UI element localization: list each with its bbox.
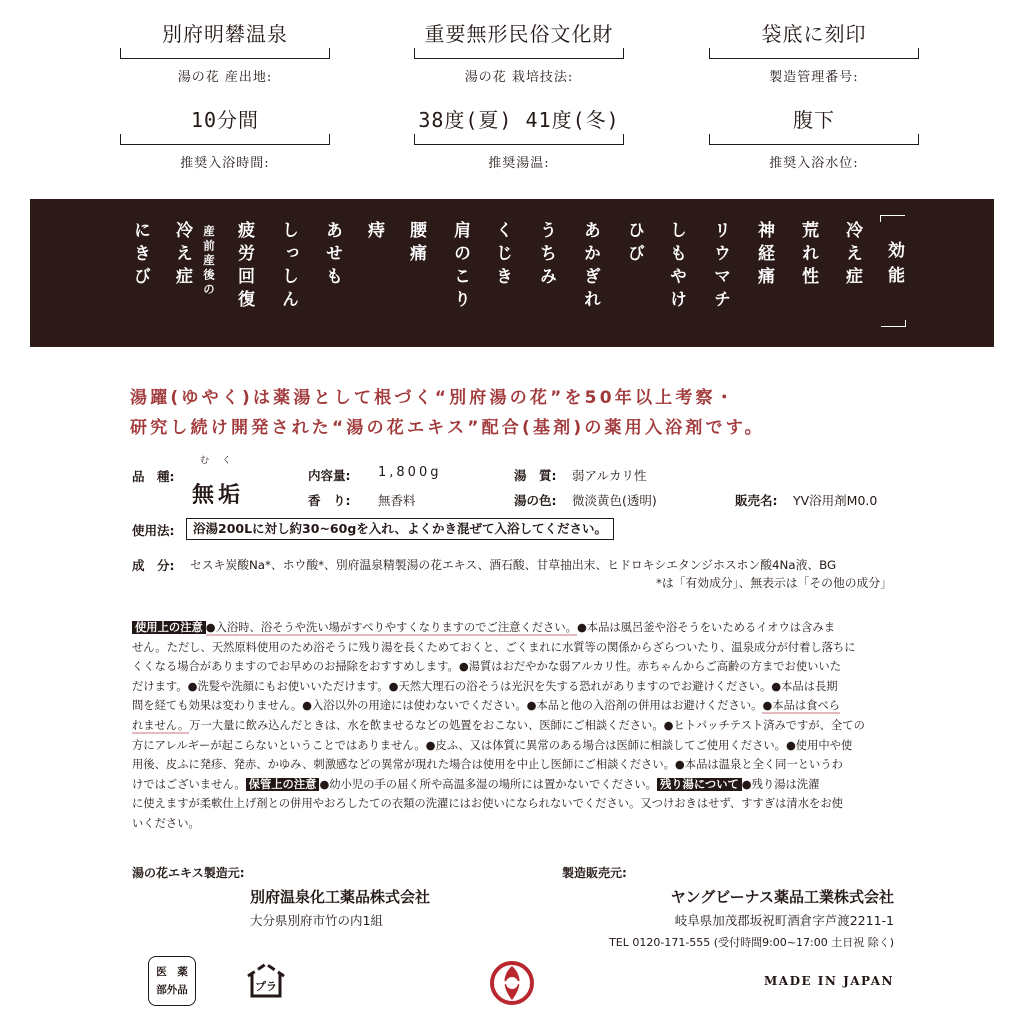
seller-company: ヤングビーナス薬品工業株式会社 bbox=[670, 888, 894, 906]
recycle-pla-text: プラ bbox=[255, 980, 277, 993]
info-bracket bbox=[414, 48, 624, 59]
hinmei-value: 無垢 bbox=[192, 482, 245, 508]
info-value: 10分間 bbox=[190, 108, 260, 132]
seller-label: 製造販売元: bbox=[562, 866, 627, 880]
info-label: 推奨入浴水位: bbox=[769, 156, 859, 171]
effect-item: しもやけ bbox=[666, 221, 686, 313]
info-value: 腹下 bbox=[793, 108, 835, 132]
info-label: 推奨湯温: bbox=[488, 156, 550, 171]
info-bracket bbox=[120, 48, 330, 59]
seller-address: 岐阜県加茂郡坂祝町酒倉字芦渡2211-1 bbox=[674, 913, 894, 928]
sales-row: 販売名: bbox=[735, 493, 778, 508]
effect-item: 荒れ性 bbox=[798, 221, 818, 290]
storage-caution-tag: 保管上の注意 bbox=[246, 778, 320, 791]
effect-item: にきび bbox=[130, 221, 150, 290]
info-value: 袋底に刻印 bbox=[761, 22, 867, 46]
effect-item: うちみ bbox=[536, 221, 556, 290]
info-value: 重要無形民俗文化財 bbox=[424, 22, 614, 46]
usage-value: 浴湯200Lに対し約30~60gを入れ、よくかき混ぜて入浴してください。 bbox=[186, 518, 614, 540]
caution-row-10: に使えますが柔軟仕上げ剤との併用やおろしたての衣類の洗濯にはお使いになられないでください。又つけおきはせず、すすぎは清水をお使 bbox=[132, 797, 843, 811]
caution-text bbox=[132, 618, 898, 834]
effect-item: 肩のこり bbox=[450, 221, 470, 313]
info-bracket bbox=[709, 134, 919, 145]
effect-item: ひび bbox=[624, 221, 644, 267]
info-bracket bbox=[414, 134, 624, 145]
caution-row-5: 間を経ても効果は変わりません。●入浴以外の用途には使わないでください。●本品と他の入浴剤の併用はお避けください。●本品は食べら bbox=[132, 699, 841, 713]
effect-item: 腰痛 bbox=[406, 221, 426, 267]
extract-maker-label: 湯の花エキス製造元: bbox=[132, 866, 245, 880]
caution-row-3: くくなる場合がありますのでお早めのお掃除をおすすめします。●湯質はおだやかな弱アルカリ性。赤ちゃんからご高齢の方までお使いいた bbox=[132, 660, 842, 674]
caution-row-8: 用後、皮ふに発疹、発赤、かゆみ、刺激感などの異常が現れた場合は使用を中止し医師にご相談ください。●本品は温泉と全く同一というわ bbox=[132, 758, 843, 772]
effect-item: あかぎれ bbox=[580, 221, 600, 313]
caution-row-11: いください。 bbox=[132, 816, 200, 830]
effects-band bbox=[30, 199, 994, 347]
info-label: 湯の花 産出地: bbox=[177, 70, 273, 85]
effect-item: 産前産後の bbox=[202, 225, 216, 298]
caution-row-9: けではございません。 保管上の注意 ●幼小児の手の届く所や高温多湿の場所には置かないでください。 残り湯について ●残り湯は洗濯 bbox=[132, 777, 820, 791]
quality-row: 湯 質: bbox=[514, 468, 557, 483]
caution-row-6: れません。万一大量に飲み込んだときは、水を飲ませるなどの処置をおこない、医師にご相談ください。●ヒトパッチテスト済みですが、全ての bbox=[132, 718, 865, 732]
effect-item: リウマチ bbox=[710, 221, 730, 313]
info-value: 38度(夏) 41度(冬) bbox=[418, 108, 620, 132]
effect-item: くじき bbox=[492, 221, 512, 290]
brand-logo-icon bbox=[489, 960, 535, 1006]
scent-value: 無香料 bbox=[378, 493, 416, 508]
effect-item: あせも bbox=[322, 221, 342, 290]
caution-row-2: せん。ただし、天然原料使用のため浴そうに残り湯を長くためておくと、ごくまれに水質等の関係からざらついたり、温泉成分が付着し落ちに bbox=[132, 640, 856, 654]
usage-label: 使用法: bbox=[132, 523, 175, 538]
extract-maker-address: 大分県別府市竹の内1組 bbox=[250, 913, 383, 928]
seller-tel: TEL 0120-171-555 (受付時間9:00~17:00 土日祝 除く) bbox=[609, 936, 894, 949]
effects-title-bracket bbox=[880, 215, 906, 327]
color-row: 湯の色: bbox=[514, 493, 557, 508]
sales-value: YV浴用剤M0.0 bbox=[793, 493, 878, 508]
caution-row-7: 方にアレルギーが起こらないということではありません。●皮ふ、又は体質に異常のある場合は医師に相談してご使用ください。●使用中や使 bbox=[132, 738, 853, 752]
quality-value: 弱アルカリ性 bbox=[572, 468, 647, 483]
volume-row: 内容量: bbox=[308, 468, 351, 483]
caution-row-4: だけます。●洗髪や洗顔にもお使いいただけます。●天然大理石の浴そうは光沢を失する恐れがありますのでお避けください。●本品は長期 bbox=[132, 679, 838, 693]
made-in-japan: MADE IN JAPAN bbox=[763, 974, 894, 988]
use-caution-tag: 使用上の注意 bbox=[132, 621, 206, 634]
info-bracket bbox=[120, 134, 330, 145]
info-label: 推奨入浴時間: bbox=[180, 156, 270, 171]
volume-value: 1,800g bbox=[378, 465, 442, 480]
hinmei-ruby: む く bbox=[200, 456, 234, 466]
color-value: 微淡黄色(透明) bbox=[572, 493, 657, 508]
intro-line-1: 湯躍(ゆやく)は薬湯として根づく“別府湯の花”を50年以上考察・ bbox=[130, 388, 736, 408]
effect-item: 冷え症 bbox=[842, 221, 862, 290]
quasi-drug-mark: 医 薬 部外品 bbox=[148, 956, 196, 1006]
info-label: 湯の花 栽培技法: bbox=[464, 70, 574, 85]
scent-row: 香 り: bbox=[308, 493, 351, 508]
extract-maker-company: 別府温泉化工薬品株式会社 bbox=[250, 888, 431, 906]
effect-item: 冷え症 bbox=[172, 221, 192, 290]
caution-row-1: 使用上の注意 ●入浴時、浴そうや洗い場がすべりやすくなりますのでご注意ください。●本品は風呂釜や浴そうをいためるイオウは含みま bbox=[132, 618, 898, 638]
intro-line-2: 研究し続け開発された“湯の花エキス”配合(基剤)の薬用入浴剤です。 bbox=[130, 418, 765, 438]
ingredients-note: *は「有効成分」、無表示は「その他の成分」 bbox=[656, 576, 892, 590]
effect-item: 神経痛 bbox=[754, 221, 774, 290]
ingredients-value: セスキ炭酸Na*、ホウ酸*、別府温泉精製湯の花エキス、酒石酸、甘草抽出末、ヒドロキシエタンジホスホン酸4Na液、BG bbox=[190, 558, 837, 572]
info-label: 製造管理番号: bbox=[769, 70, 859, 85]
leftover-tag: 残り湯について bbox=[657, 778, 742, 791]
effect-item: 疲労回復 bbox=[234, 221, 254, 313]
info-value: 別府明礬温泉 bbox=[162, 22, 288, 46]
hinmei-label: 品 種: bbox=[132, 469, 175, 484]
effect-item: 痔 bbox=[364, 221, 384, 244]
ingredients-label: 成 分: bbox=[132, 558, 175, 573]
effects-title: 効能 bbox=[884, 241, 904, 291]
recycle-pla-icon bbox=[244, 960, 288, 1004]
info-bracket bbox=[709, 48, 919, 59]
effect-item: しっしん bbox=[278, 221, 298, 313]
